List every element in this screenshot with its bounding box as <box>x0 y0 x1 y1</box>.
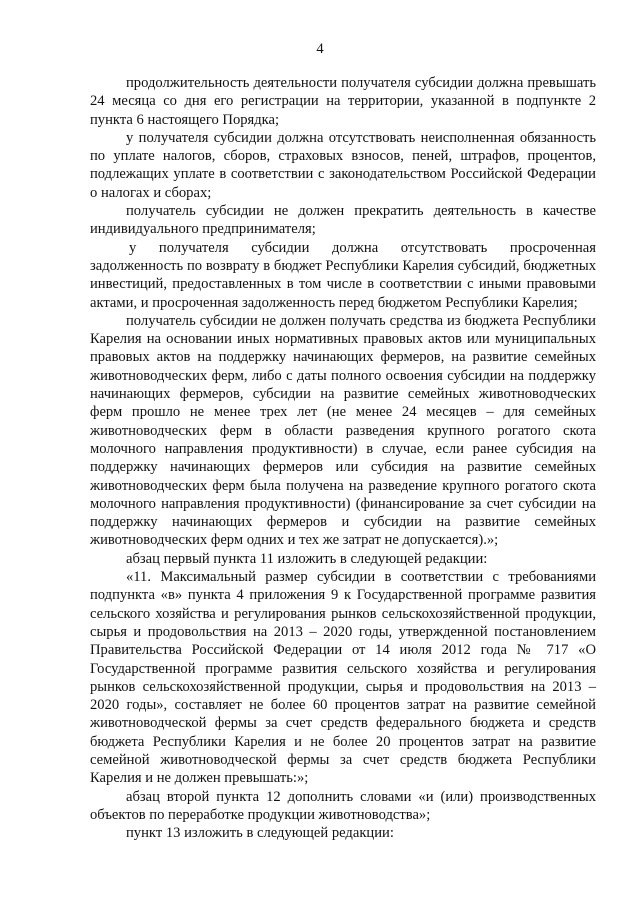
paragraph-amend-point-11: абзац первый пункта 11 изложить в следующей редакции: <box>126 550 488 567</box>
paragraph-no-termination: получатель субсидии не должен прекратить деятельность в качестве индивидуального предпринимателя; <box>90 203 596 238</box>
paragraph-activity-duration: продолжительность деятельности получателя субсидии должна превышать 24 месяца со дня его регистрации на территории, указанной в подпункте 2 пункта 6 настоящего Порядка; <box>90 75 596 128</box>
paragraph-no-overdue-debt: у получателя субсидии должна отсутствовать просроченная задолженность по возврату в бюджет Республики Карелия субсидий, бюджетных инвестиций, предоставленных в том числе в соответствии с иными правовыми актами, и просроченная задолженность перед бюджетом Республики Карелия; <box>90 239 596 311</box>
paragraph-no-tax-arrears: у получателя субсидии должна отсутствовать неисполненная обязанность по уплате налогов, сборов, страховых взносов, пеней, штрафов, процентов, подлежащих уплате в соответствии с законодательством Российской Федерации о налогах и сборах; <box>90 129 596 201</box>
paragraph-point-11-text: «11. Максимальный размер субсидии в соответствии с требованиями подпункта «в» пункта 4 приложения 9 к Государственной программе развития сельского хозяйства и регулирования рынков сельскохозяйственной продукции, сырья и продовольствия на 2013 – 2020 годы, утвержденной постановлением Правительства Российской Федерации от 14 июля 2012 года № 717 «О Государственной программе развития сельского хозяйства и регулирования рынков сельскохозяйственной продукции, сырья и продовольствия на 2013 – 2020 годы», составляет не более 60 процентов затрат на развитие семейной животноводческой фермы за счет средств федерального бюджета и средств бюджета Республики Карелия и не более 20 процентов затрат на развитие семейной животноводческой фермы за счет средств бюджета Республики Карелия и не должен превышать:»; <box>90 569 596 787</box>
paragraph-amend-point-12: абзац второй пункта 12 дополнить словами «и (или) производственных объектов по переработке продукции животноводства»; <box>90 788 596 823</box>
paragraph-amend-point-13: пункт 13 изложить в следующей редакции: <box>126 825 394 842</box>
document-body <box>90 74 596 842</box>
paragraph-no-other-funding: получатель субсидии не должен получать средства из бюджета Республики Карелия на основании иных нормативных правовых актов или муниципальных правовых актов на поддержку начинающих фермеров, на развитие семейных животноводческих ферм, либо с даты полного освоения субсидии на поддержку начинающих фермеров, субсидии на развитие семейных животноводческих ферм прошло не менее трех лет (не менее 24 месяцев – для семейных животноводческих ферм в области разведения крупного рогатого скота молочного направления продуктивности) в случае, если ранее субсидия на поддержку начинающих фермеров или субсидия на развитие семейных животноводческих ферм была получена на разведение крупного рогатого скота молочного направления продуктивности) (финансирование за счет субсидии на поддержку начинающих фермеров и субсидии на развитие семейных животноводческих ферм одних и тех же затрат не допускается).»; <box>90 312 596 549</box>
page-number: 4 <box>316 41 324 57</box>
